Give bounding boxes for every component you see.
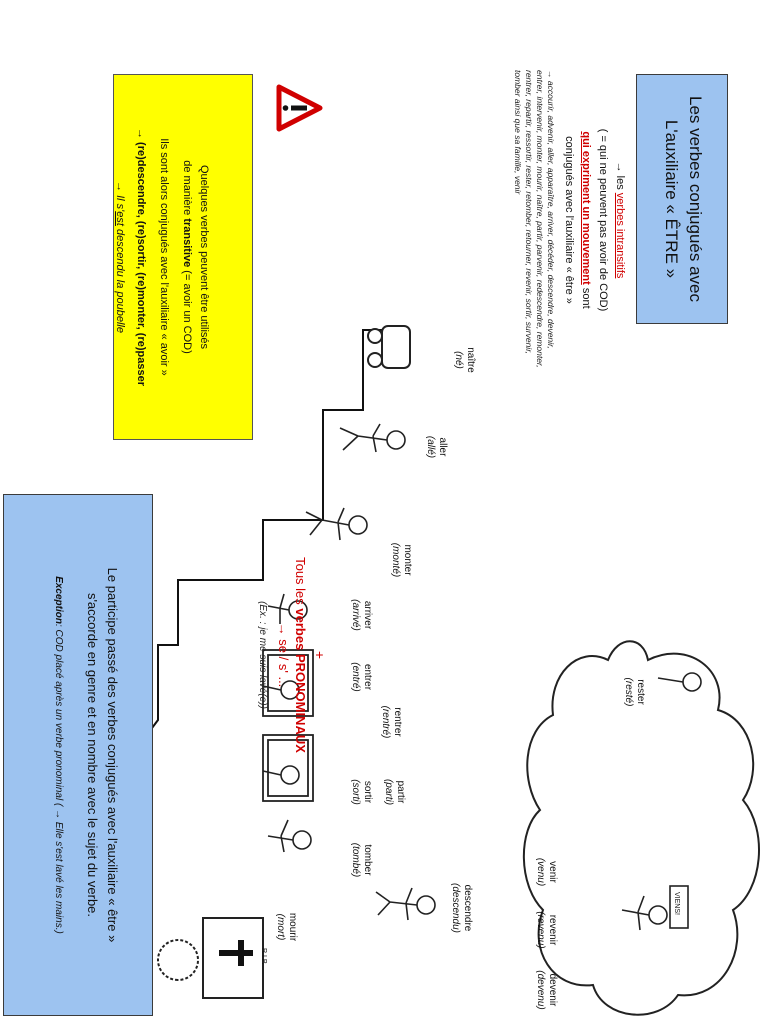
title-line-2: L'auxiliaire « ÊTRE » (662, 119, 681, 279)
verb-sortir: sortir (sorti) (350, 779, 373, 805)
tomb-text: R.I.P. (260, 948, 267, 965)
verb-aller: aller (allé) (425, 435, 448, 459)
pronominal-se: → se / s' ... (276, 622, 291, 688)
verb-partir: partir (parti) (383, 778, 406, 806)
verb-naitre: naître (né) (453, 347, 476, 373)
title-line-1: Les verbes conjugués avec (686, 95, 705, 303)
intro-no-cod: ( = qui ne peuvent pas avoir de COD) (597, 128, 609, 312)
pronominal-example: (Ex. : je me suis lavé(e)) (257, 601, 268, 709)
plus-sign: + (312, 650, 328, 660)
verb-revenir: revenir (revenu) (535, 911, 558, 949)
intro-arrow: → les (614, 161, 626, 193)
example-part-3: descendu la poubelle (114, 225, 126, 333)
pronominal-tous: Tous les (293, 557, 308, 609)
agreement-exception (48, 505, 68, 1005)
intransitive-label: verbes intransitifs (614, 192, 626, 279)
transitive-line-2a: de manière (181, 160, 193, 219)
transitive-line-3: Ils sont alors conjugués avec l'auxiliaire « avoir » (158, 138, 170, 376)
verb-tomber: tomber (tombé) (350, 842, 373, 878)
pronominal-block (257, 520, 328, 790)
exception-text: : COD placé après un verbe pronominal ( → Elle s'est lavé les mains.) (53, 623, 64, 934)
pronominal-title (293, 520, 308, 790)
verb-list: → accourir, advenir, aller, apparaître, arriver, décéder, descendre, devenir, entrer, intervenir, monter, mourir, naître, partir, parvenir, redescendre, remonter, rentrer, repartir, ressortir, rester, retomber, retourner, revenir, sortir, survenir, tomber ainsi que sa famille, venir (513, 70, 556, 368)
verb-rentrer: rentrer (rentré) (380, 705, 403, 739)
verb-rester: rester (resté) (623, 677, 646, 707)
verb-descendre: descendre (descendu) (450, 882, 473, 934)
intro-conjugated: conjugués avec l'auxiliaire « être » (563, 136, 575, 304)
figure-tomber (268, 820, 311, 852)
transitive-line-4: → (re)descendre, (re)sortir, (re)monter, (re)passer (135, 128, 147, 386)
transitive-line-1: Quelques verbes peuvent être utilisés (198, 164, 210, 350)
exception-label: Exception (53, 576, 64, 624)
verb-devenir: devenir (devenu) (535, 970, 558, 1010)
pram-icon (368, 326, 410, 368)
verb-monter: monter (monté) (390, 542, 413, 578)
tomb-icon (158, 918, 263, 998)
pronominal-verbes: verbes PRONOMINAUX (293, 608, 308, 753)
movement-label: qui expriment un mouvement (580, 131, 592, 285)
sign-text: VIENS! (673, 892, 680, 915)
example-est: est (114, 211, 126, 226)
figure-descendre (376, 888, 435, 920)
verb-arriver: arriver (arrivé) (350, 599, 373, 631)
verb-venir: venir (venu) (535, 857, 558, 887)
verb-mourir: mourir (mort) (275, 912, 298, 942)
transitive-word: transitive (181, 218, 193, 268)
agreement-line-2: s'accorde en genre et en nombre avec le sujet du verbe. (85, 592, 100, 918)
verb-entrer: entrer (entré) (350, 662, 373, 692)
figure-aller (340, 424, 405, 452)
agreement-box (3, 494, 153, 1016)
example-part-1: → Il s' (114, 181, 126, 212)
transitive-line-2c: (= avoir un COD) (181, 267, 193, 354)
agreement-line-1: Le participe passé des verbes conjugués avec l'auxiliaire « être » (105, 567, 120, 943)
intro-sont: sont (580, 284, 592, 309)
